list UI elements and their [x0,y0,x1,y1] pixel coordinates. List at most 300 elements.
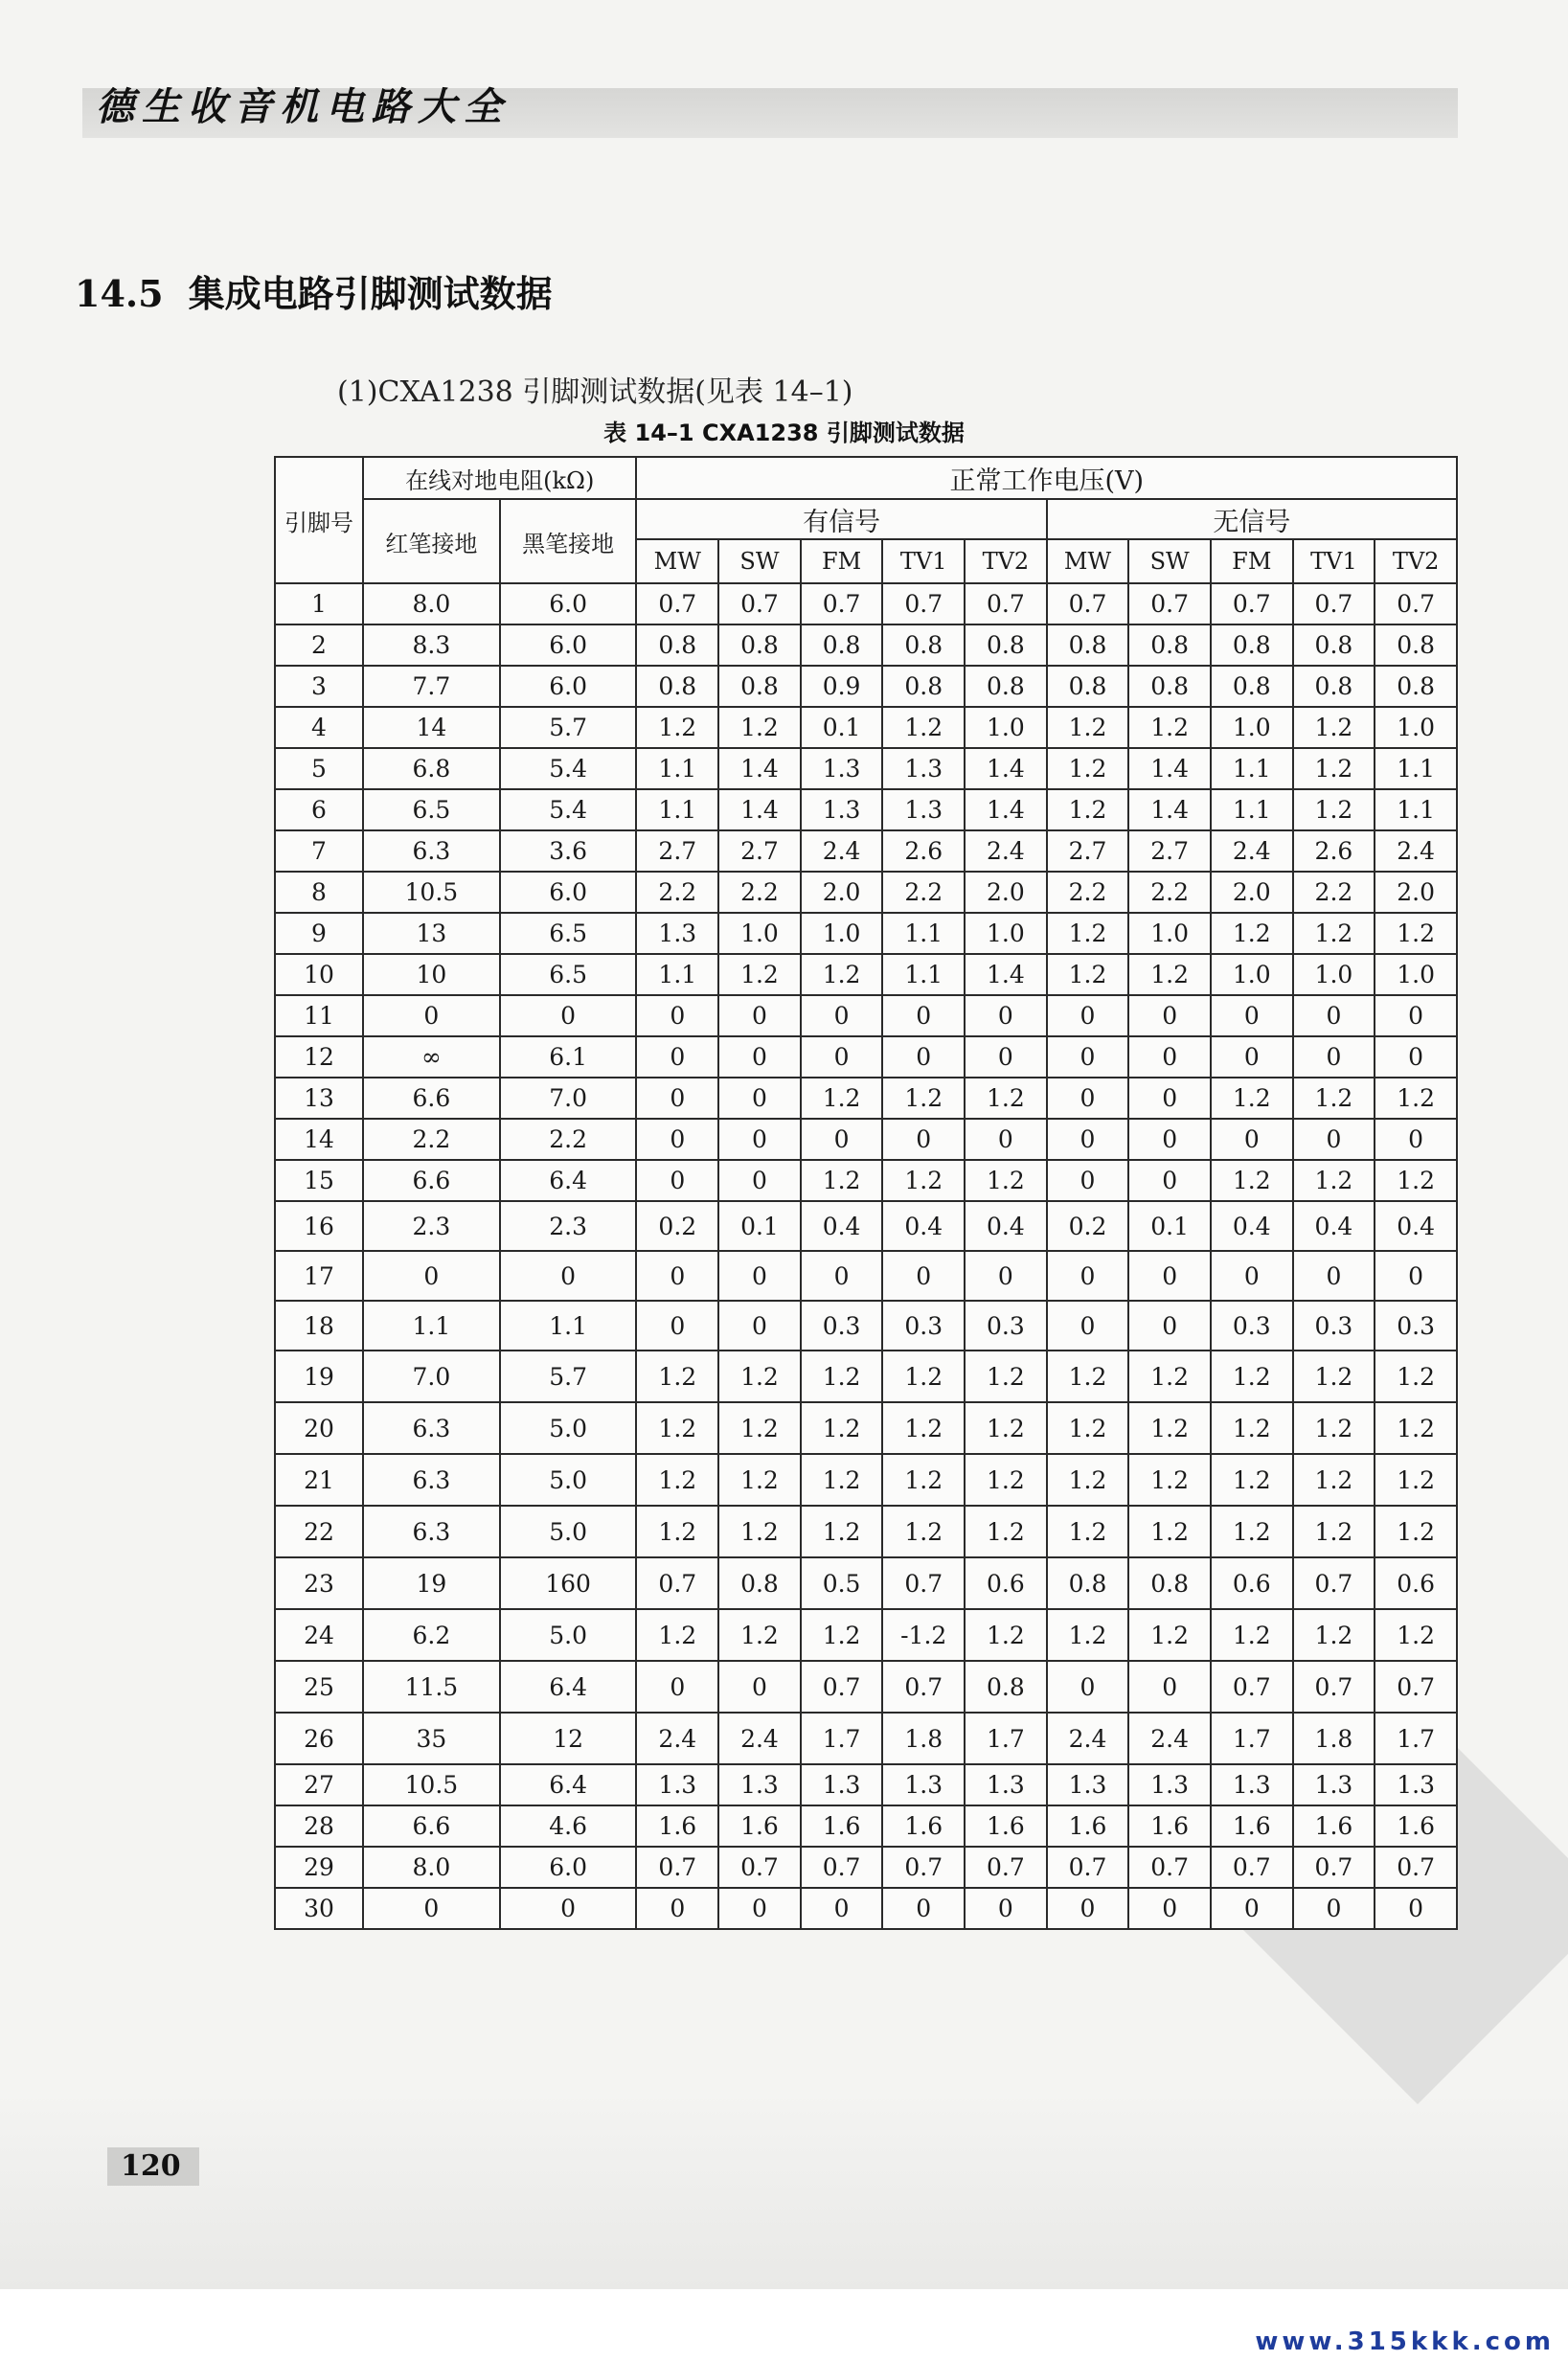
resistance-cell: 6.5 [500,954,637,995]
voltage-cell: 0.8 [1375,624,1457,666]
voltage-cell: 1.2 [718,1454,801,1506]
voltage-cell: 1.2 [1293,1454,1375,1506]
voltage-cell: 1.2 [1375,1609,1457,1661]
voltage-cell: 1.7 [1211,1713,1293,1764]
voltage-cell: 2.7 [1128,830,1211,872]
voltage-cell: 0 [882,1888,965,1929]
voltage-cell: 0.7 [882,583,965,624]
pin-number-cell: 16 [275,1201,363,1251]
voltage-cell: 0 [1293,1036,1375,1078]
voltage-cell: 2.4 [1375,830,1457,872]
pin-number-cell: 4 [275,707,363,748]
voltage-cell: 1.0 [965,707,1047,748]
resistance-cell: 2.3 [500,1201,637,1251]
voltage-cell: 1.2 [1293,748,1375,789]
voltage-cell: 1.2 [1293,1402,1375,1454]
resistance-cell: 0 [363,1888,500,1929]
voltage-cell: 1.3 [1128,1764,1211,1805]
voltage-cell: 0 [882,995,965,1036]
voltage-cell: 1.2 [882,1402,965,1454]
voltage-cell: 1.2 [801,1351,883,1402]
without-signal-header: 无信号 [1047,499,1457,539]
band-header-with-fm: FM [801,539,883,583]
voltage-cell: 0.8 [1128,624,1211,666]
voltage-cell: 0.8 [1211,624,1293,666]
voltage-cell: 1.2 [1293,1609,1375,1661]
voltage-cell: 1.2 [1293,789,1375,830]
page-number: 120 [107,2147,199,2186]
voltage-cell: 1.3 [1047,1764,1129,1805]
voltage-cell: 1.4 [718,748,801,789]
voltage-cell: 0 [718,1661,801,1713]
resistance-cell: 6.6 [363,1160,500,1201]
voltage-cell: 0 [1375,1251,1457,1301]
with-signal-header: 有信号 [636,499,1046,539]
voltage-cell: 0.2 [1047,1201,1129,1251]
voltage-cell: 0 [1128,995,1211,1036]
section-heading [75,264,553,317]
voltage-cell: 1.2 [965,1609,1047,1661]
table-caption: 表 14–1 CXA1238 引脚测试数据 [603,420,965,446]
voltage-cell: 0 [718,995,801,1036]
voltage-cell: 1.2 [965,1402,1047,1454]
voltage-cell: 1.1 [1211,789,1293,830]
resistance-cell: 6.4 [500,1661,637,1713]
voltage-cell: 0.4 [1375,1201,1457,1251]
voltage-cell: 1.3 [965,1764,1047,1805]
page-footer-shade [0,2088,1568,2289]
voltage-cell: 2.2 [1047,872,1129,913]
voltage-cell: 1.1 [636,954,718,995]
pin-number-cell: 26 [275,1713,363,1764]
voltage-cell: 1.2 [1211,1160,1293,1201]
voltage-cell: 2.4 [801,830,883,872]
voltage-cell: 0 [718,1078,801,1119]
voltage-cell: 0 [1128,1078,1211,1119]
voltage-cell: 1.2 [801,1609,883,1661]
voltage-cell: 1.2 [1128,1351,1211,1402]
voltage-cell: 1.2 [636,1351,718,1402]
resistance-cell: 6.0 [500,583,637,624]
voltage-cell: 0.8 [718,1557,801,1609]
resistance-cell: 7.0 [500,1078,637,1119]
voltage-cell: 1.6 [1047,1805,1129,1847]
voltage-cell: 1.2 [1047,913,1129,954]
voltage-cell: 0 [1047,1160,1129,1201]
voltage-cell: 0.7 [1128,1847,1211,1888]
resistance-cell: 5.7 [500,707,637,748]
voltage-cell: 0.8 [1047,1557,1129,1609]
resistance-cell: 6.0 [500,624,637,666]
voltage-cell: 0 [718,1160,801,1201]
resistance-cell: 7.7 [363,666,500,707]
voltage-cell: 0.8 [1128,666,1211,707]
voltage-cell: 0 [801,995,883,1036]
voltage-cell: 0.8 [1375,666,1457,707]
voltage-cell: 1.2 [636,1402,718,1454]
voltage-cell: 0.1 [801,707,883,748]
voltage-cell: 0.8 [1128,1557,1211,1609]
resistance-cell: 2.2 [363,1119,500,1160]
voltage-cell: 2.7 [636,830,718,872]
voltage-cell: 0 [965,1888,1047,1929]
voltage-cell: 1.1 [636,748,718,789]
voltage-cell: 1.2 [801,1506,883,1557]
voltage-cell: 0 [718,1888,801,1929]
voltage-cell: 1.2 [965,1454,1047,1506]
voltage-cell: 0 [1128,1036,1211,1078]
voltage-cell: 2.4 [1128,1713,1211,1764]
voltage-cell: 1.7 [801,1713,883,1764]
voltage-cell: 0 [1047,1078,1129,1119]
resistance-cell: 6.5 [500,913,637,954]
voltage-cell: 1.2 [1375,1402,1457,1454]
voltage-cell: 0.4 [882,1201,965,1251]
voltage-cell: 1.2 [965,1078,1047,1119]
voltage-cell: 1.2 [882,1078,965,1119]
voltage-cell: 1.6 [718,1805,801,1847]
voltage-cell: 0 [882,1036,965,1078]
voltage-cell: 0.8 [1047,624,1129,666]
table-row [275,954,1457,995]
resistance-cell: 14 [363,707,500,748]
voltage-cell: 1.2 [1047,789,1129,830]
voltage-cell: 1.3 [636,913,718,954]
voltage-cell: 0.8 [1047,666,1129,707]
band-header-with-tv2: TV2 [965,539,1047,583]
voltage-cell: 0.7 [1047,583,1129,624]
voltage-cell: 0 [965,1036,1047,1078]
voltage-cell: 2.4 [1211,830,1293,872]
voltage-cell: 0.6 [1211,1557,1293,1609]
band-header-without-tv1: TV1 [1293,539,1375,583]
voltage-cell: 1.1 [1375,748,1457,789]
resistance-cell: 0 [363,995,500,1036]
voltage-cell: 0.7 [882,1847,965,1888]
voltage-cell: 1.6 [1211,1805,1293,1847]
table-row [275,1888,1457,1929]
voltage-cell: 0 [1211,1888,1293,1929]
voltage-cell: 1.2 [1293,1351,1375,1402]
voltage-cell: 1.3 [636,1764,718,1805]
voltage-cell: 1.1 [636,789,718,830]
voltage-cell: 1.2 [1375,1078,1457,1119]
voltage-cell: 1.7 [1375,1713,1457,1764]
voltage-cell: 2.2 [1293,872,1375,913]
voltage-cell: 2.0 [1211,872,1293,913]
voltage-cell: 1.6 [965,1805,1047,1847]
voltage-cell: 1.4 [965,748,1047,789]
voltage-cell: 0.7 [965,583,1047,624]
voltage-cell: 1.8 [1293,1713,1375,1764]
voltage-cell: 1.2 [882,1351,965,1402]
resistance-cell: 6.3 [363,1506,500,1557]
voltage-cell: 0 [1375,1119,1457,1160]
voltage-cell: 0.7 [1293,1661,1375,1713]
voltage-cell: 2.2 [636,872,718,913]
voltage-cell: 1.0 [1375,954,1457,995]
voltage-cell: 2.4 [636,1713,718,1764]
voltage-cell: 0 [718,1119,801,1160]
resistance-cell: 5.0 [500,1402,637,1454]
table-row [275,1201,1457,1251]
voltage-cell: 0.7 [1047,1847,1129,1888]
voltage-cell: 0 [636,1119,718,1160]
band-header-without-sw: SW [1128,539,1211,583]
site-url-watermark: www.315kkk.com [1255,2327,1555,2356]
resistance-cell: 1.1 [363,1301,500,1351]
voltage-cell: 0.7 [636,1557,718,1609]
voltage-cell: 0.1 [718,1201,801,1251]
pin-number-cell: 25 [275,1661,363,1713]
voltage-cell: 0 [718,1301,801,1351]
voltage-cell: 0.7 [1375,583,1457,624]
resistance-cell: 6.3 [363,1402,500,1454]
voltage-cell: 1.6 [1128,1805,1211,1847]
voltage-cell: 1.4 [965,789,1047,830]
resistance-cell: 6.6 [363,1078,500,1119]
voltage-cell: 0 [636,995,718,1036]
band-header-without-fm: FM [1211,539,1293,583]
voltage-cell: 0.8 [882,666,965,707]
resistance-cell: 160 [500,1557,637,1609]
voltage-cell: 2.4 [965,830,1047,872]
band-header-without-mw: MW [1047,539,1129,583]
table-row [275,1557,1457,1609]
voltage-cell: 0.7 [1211,1661,1293,1713]
voltage-cell: 1.6 [1293,1805,1375,1847]
resistance-cell: 5.0 [500,1454,637,1506]
pin-number-cell: 15 [275,1160,363,1201]
voltage-cell: 1.2 [718,1506,801,1557]
voltage-cell: 1.2 [1128,1506,1211,1557]
voltage-cell: 1.0 [1211,707,1293,748]
voltage-cell: 1.2 [1047,1506,1129,1557]
pin-number-cell: 18 [275,1301,363,1351]
voltage-cell: 0.3 [965,1301,1047,1351]
voltage-cell: 2.7 [718,830,801,872]
voltage-cell: 2.0 [801,872,883,913]
resistance-cell: 8.0 [363,583,500,624]
resistance-cell: 5.4 [500,789,637,830]
voltage-cell: 0 [636,1078,718,1119]
pin-number-cell: 5 [275,748,363,789]
voltage-cell: 1.1 [882,954,965,995]
resistance-cell: 10.5 [363,1764,500,1805]
voltage-cell: 0.7 [636,1847,718,1888]
voltage-cell: 0 [636,1036,718,1078]
voltage-cell: 0 [801,1251,883,1301]
voltage-cell: 1.0 [965,913,1047,954]
table-row [275,1609,1457,1661]
voltage-cell: 1.2 [718,954,801,995]
resistance-cell: ∞ [363,1036,500,1078]
voltage-cell: 0 [1211,1119,1293,1160]
voltage-cell: 1.2 [1047,1402,1129,1454]
voltage-cell: 1.2 [1128,707,1211,748]
pin-number-cell: 2 [275,624,363,666]
voltage-cell: 1.2 [718,1351,801,1402]
pin-number-cell: 11 [275,995,363,1036]
table-row [275,748,1457,789]
voltage-cell: 1.2 [1211,1402,1293,1454]
resistance-cell: 6.0 [500,872,637,913]
voltage-cell: 1.2 [1211,1351,1293,1402]
voltage-cell: 0.3 [1293,1301,1375,1351]
pin-number-cell: 23 [275,1557,363,1609]
voltage-cell: 1.2 [1211,1609,1293,1661]
voltage-cell: 1.1 [1211,748,1293,789]
voltage-cell: 2.0 [1375,872,1457,913]
voltage-cell: 0 [801,1888,883,1929]
voltage-cell: 1.2 [1047,1454,1129,1506]
voltage-cell: 1.4 [718,789,801,830]
voltage-cell: 1.2 [1293,913,1375,954]
voltage-cell: 2.2 [1128,872,1211,913]
voltage-cell: 0.8 [636,666,718,707]
voltage-cell: 1.2 [1128,1609,1211,1661]
voltage-cell: 1.3 [801,1764,883,1805]
pin-number-cell: 12 [275,1036,363,1078]
table-row [275,1661,1457,1713]
voltage-cell: 0.8 [1293,624,1375,666]
table-row [275,1805,1457,1847]
voltage-cell: 2.2 [882,872,965,913]
voltage-cell: -1.2 [882,1609,965,1661]
voltage-cell: 0 [636,1301,718,1351]
voltage-cell: 1.0 [1375,707,1457,748]
voltage-cell: 0.7 [1293,1847,1375,1888]
voltage-cell: 1.2 [1211,1454,1293,1506]
voltage-cell: 1.2 [636,1454,718,1506]
resistance-cell: 8.3 [363,624,500,666]
pin-number-cell: 9 [275,913,363,954]
resistance-cell: 10.5 [363,872,500,913]
voltage-cell: 1.2 [801,1454,883,1506]
pin-number-header: 引脚号 [275,457,363,583]
table-row [275,789,1457,830]
voltage-cell: 1.2 [1293,1160,1375,1201]
band-header-with-sw: SW [718,539,801,583]
voltage-cell: 2.2 [718,872,801,913]
voltage-cell: 0 [1128,1160,1211,1201]
voltage-cell: 2.4 [718,1713,801,1764]
resistance-cell: 0 [363,1251,500,1301]
voltage-cell: 0 [801,1036,883,1078]
pin-number-cell: 21 [275,1454,363,1506]
voltage-cell: 0.7 [965,1847,1047,1888]
voltage-cell: 1.0 [801,913,883,954]
black-probe-header: 黑笔接地 [500,499,637,583]
voltage-cell: 0 [801,1119,883,1160]
voltage-cell: 1.2 [801,954,883,995]
voltage-cell: 0.8 [965,666,1047,707]
pin-number-cell: 3 [275,666,363,707]
running-header-title: 德生收音机电路大全 [96,84,510,129]
voltage-cell: 1.3 [801,789,883,830]
voltage-cell: 0.8 [1293,666,1375,707]
pin-number-cell: 7 [275,830,363,872]
voltage-cell: 0.9 [801,666,883,707]
resistance-group-header: 在线对地电阻(kΩ) [363,457,637,499]
resistance-cell: 2.3 [363,1201,500,1251]
table-row [275,1764,1457,1805]
resistance-cell: 11.5 [363,1661,500,1713]
pin-number-cell: 1 [275,583,363,624]
voltage-cell: 1.0 [718,913,801,954]
voltage-cell: 1.2 [965,1506,1047,1557]
voltage-cell: 0.7 [1211,1847,1293,1888]
voltage-cell: 0 [1128,1661,1211,1713]
voltage-cell: 0 [1128,1301,1211,1351]
voltage-cell: 1.2 [882,1454,965,1506]
table-row [275,1119,1457,1160]
pin-number-cell: 8 [275,872,363,913]
resistance-cell: 6.4 [500,1160,637,1201]
resistance-cell: 5.4 [500,748,637,789]
voltage-cell: 0 [1128,1119,1211,1160]
voltage-cell: 0.7 [1211,583,1293,624]
voltage-cell: 2.7 [1047,830,1129,872]
resistance-cell: 6.0 [500,666,637,707]
voltage-cell: 2.0 [965,872,1047,913]
voltage-cell: 1.2 [801,1160,883,1201]
voltage-cell: 0.7 [1128,583,1211,624]
voltage-cell: 0.7 [882,1661,965,1713]
voltage-cell: 0 [636,1888,718,1929]
voltage-cell: 0.4 [801,1201,883,1251]
voltage-cell: 0.8 [718,666,801,707]
voltage-cell: 1.0 [1211,954,1293,995]
voltage-cell: 0 [965,1119,1047,1160]
subsection-intro: (1)CXA1238 引脚测试数据(见表 14–1) [337,375,853,409]
table-row [275,1160,1457,1201]
voltage-cell: 0.7 [801,583,883,624]
table-row [275,872,1457,913]
voltage-cell: 0 [1047,1888,1129,1929]
voltage-cell: 1.2 [1293,1506,1375,1557]
voltage-cell: 1.2 [1293,1078,1375,1119]
section-title-text: 集成电路引脚测试数据 [188,272,553,315]
pin-number-cell: 29 [275,1847,363,1888]
voltage-cell: 1.3 [1375,1764,1457,1805]
voltage-cell: 1.2 [882,707,965,748]
voltage-cell: 1.2 [882,1160,965,1201]
voltage-cell: 1.2 [1047,1609,1129,1661]
voltage-cell: 0.7 [1375,1847,1457,1888]
pin-number-cell: 10 [275,954,363,995]
resistance-cell: 6.3 [363,830,500,872]
voltage-group-header: 正常工作电压(V) [636,457,1457,499]
voltage-cell: 0 [1211,995,1293,1036]
pin-number-cell: 13 [275,1078,363,1119]
band-header-with-tv1: TV1 [882,539,965,583]
table-row [275,1506,1457,1557]
voltage-cell: 2.6 [882,830,965,872]
voltage-cell: 0 [1211,1251,1293,1301]
voltage-cell: 1.2 [882,1506,965,1557]
table-row [275,995,1457,1036]
voltage-cell: 1.2 [1047,1351,1129,1402]
voltage-cell: 1.3 [1293,1764,1375,1805]
voltage-cell: 0 [1047,1036,1129,1078]
voltage-cell: 0 [1128,1888,1211,1929]
band-header-without-tv2: TV2 [1375,539,1457,583]
resistance-cell: 13 [363,913,500,954]
table-row [275,1078,1457,1119]
voltage-cell: 0 [1293,1119,1375,1160]
voltage-cell: 0 [1047,1301,1129,1351]
